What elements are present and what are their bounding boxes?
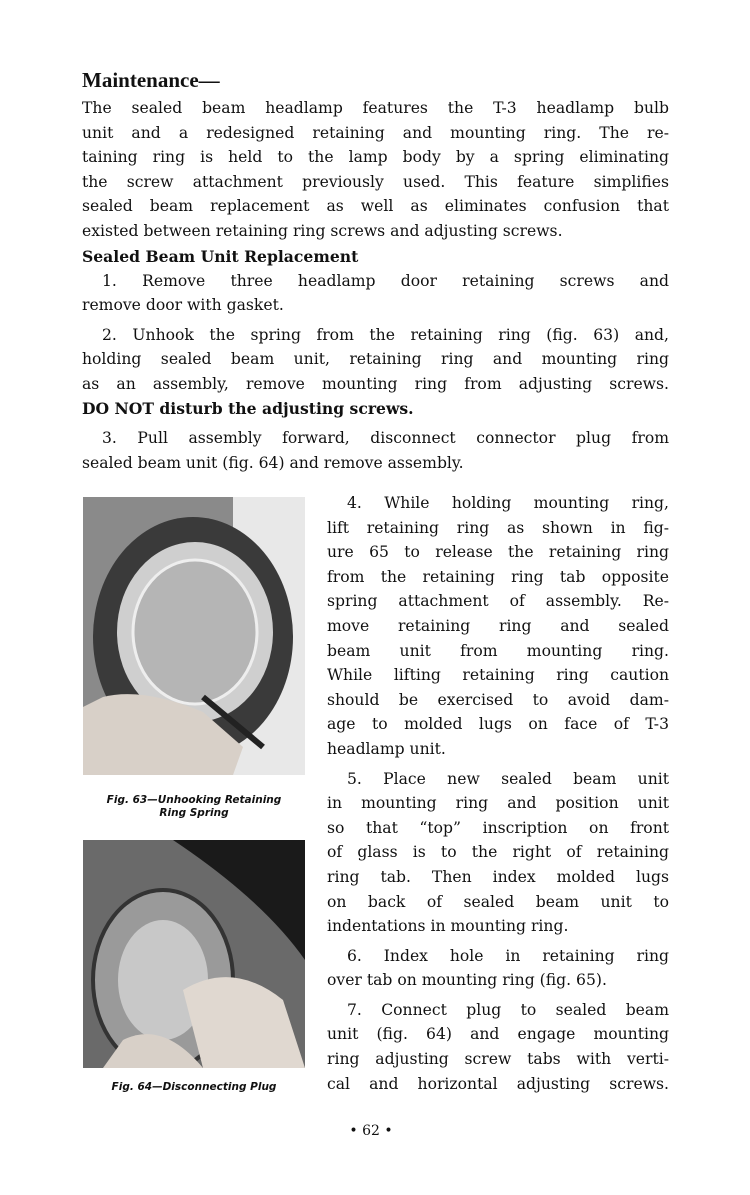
figure-63-caption-line-2: Ring Spring	[159, 807, 229, 819]
text-line: as an assembly, remove mounting ring from adjusting screws.	[82, 374, 669, 393]
text-line: in mounting ring and position unit	[327, 794, 669, 813]
text-line: ring adjusting screw tabs with verti-	[327, 1050, 669, 1069]
text-line: on back of sealed beam unit to	[327, 892, 669, 911]
text-line: 5. Place new sealed beam unit	[347, 769, 669, 788]
step-paragraph	[327, 491, 669, 762]
figure-63-photo	[83, 497, 305, 775]
text-line: of glass is to the right of retaining	[327, 843, 669, 862]
text-line: indentations in mounting ring.	[327, 917, 569, 936]
text-line: headlamp unit.	[327, 739, 446, 758]
figure-64-photo	[83, 840, 305, 1068]
text-line: sealed beam replacement as well as eliminates confusion that	[82, 197, 669, 216]
text-line: holding sealed beam unit, retaining ring and mounting ring	[82, 350, 669, 369]
step-paragraph	[82, 426, 669, 475]
text-line: spring attachment of assembly. Re-	[327, 592, 669, 611]
text-line: The sealed beam headlamp features the T-3 headlamp bulb	[82, 99, 669, 117]
text-line: 1. Remove three headlamp door retaining screws and	[102, 271, 669, 290]
paragraph	[82, 96, 669, 244]
text-line: beam unit from mounting ring.	[327, 641, 669, 660]
figure-63-caption-line-1: Fig. 63—Unhooking Retaining	[106, 794, 282, 806]
text-line: over tab on mounting ring (fig. 65).	[327, 971, 607, 990]
step-paragraph	[82, 269, 669, 318]
text-line: 4. While holding mounting ring,	[347, 494, 669, 512]
section-heading: Maintenance—	[82, 68, 220, 92]
text-line: 7. Connect plug to sealed beam	[347, 1000, 669, 1019]
text-line: ring tab. Then index molded lugs	[327, 867, 669, 886]
text-line: should be exercised to avoid dam-	[327, 690, 669, 709]
text-line: taining ring is held to the lamp body by a spring eliminating	[82, 148, 669, 167]
text-line: unit and a redesigned retaining and mounting ring. The re-	[82, 123, 669, 142]
subheading: Sealed Beam Unit Replacement	[82, 246, 359, 266]
text-line: 6. Index hole in retaining ring	[347, 946, 669, 965]
figure-63-caption	[82, 794, 306, 820]
text-line: cal and horizontal adjusting screws.	[327, 1074, 669, 1093]
step-paragraph	[327, 767, 669, 939]
text-line: lift retaining ring as shown in fig-	[327, 518, 669, 537]
text-line: move retaining ring and sealed	[327, 616, 669, 635]
text-line: age to molded lugs on face of T-3	[327, 715, 669, 734]
text-line: 3. Pull assembly forward, disconnect connector plug from	[102, 429, 669, 448]
main-column	[82, 66, 669, 475]
text-line: sealed beam unit (fig. 64) and remove assembly.	[82, 453, 464, 472]
text-line: the screw attachment previously used. This feature simplifies	[82, 172, 669, 191]
text-line: remove door with gasket.	[82, 296, 284, 315]
figure-64-caption: Fig. 64—Disconnecting Plug	[111, 1081, 277, 1093]
text-line: ure 65 to release the retaining ring	[327, 543, 669, 562]
step-paragraph	[327, 998, 669, 1096]
step-paragraph	[82, 323, 669, 421]
text-line: 2. Unhook the spring from the retaining ring (fig. 63) and,	[102, 325, 669, 344]
text-line: from the retaining ring tab opposite	[327, 567, 669, 586]
text-line: DO NOT disturb the adjusting screws.	[82, 398, 414, 418]
text-line: so that “top” inscription on front	[327, 818, 669, 837]
step-paragraph	[327, 944, 669, 993]
text-line: While lifting retaining ring caution	[327, 666, 669, 685]
page-number	[0, 1123, 750, 1139]
text-line: existed between retaining ring screws and adjusting screws.	[82, 221, 563, 240]
page-number-text: • 62 •	[349, 1123, 393, 1139]
right-column	[327, 491, 669, 1096]
text-line: unit (fig. 64) and engage mounting	[327, 1025, 669, 1044]
